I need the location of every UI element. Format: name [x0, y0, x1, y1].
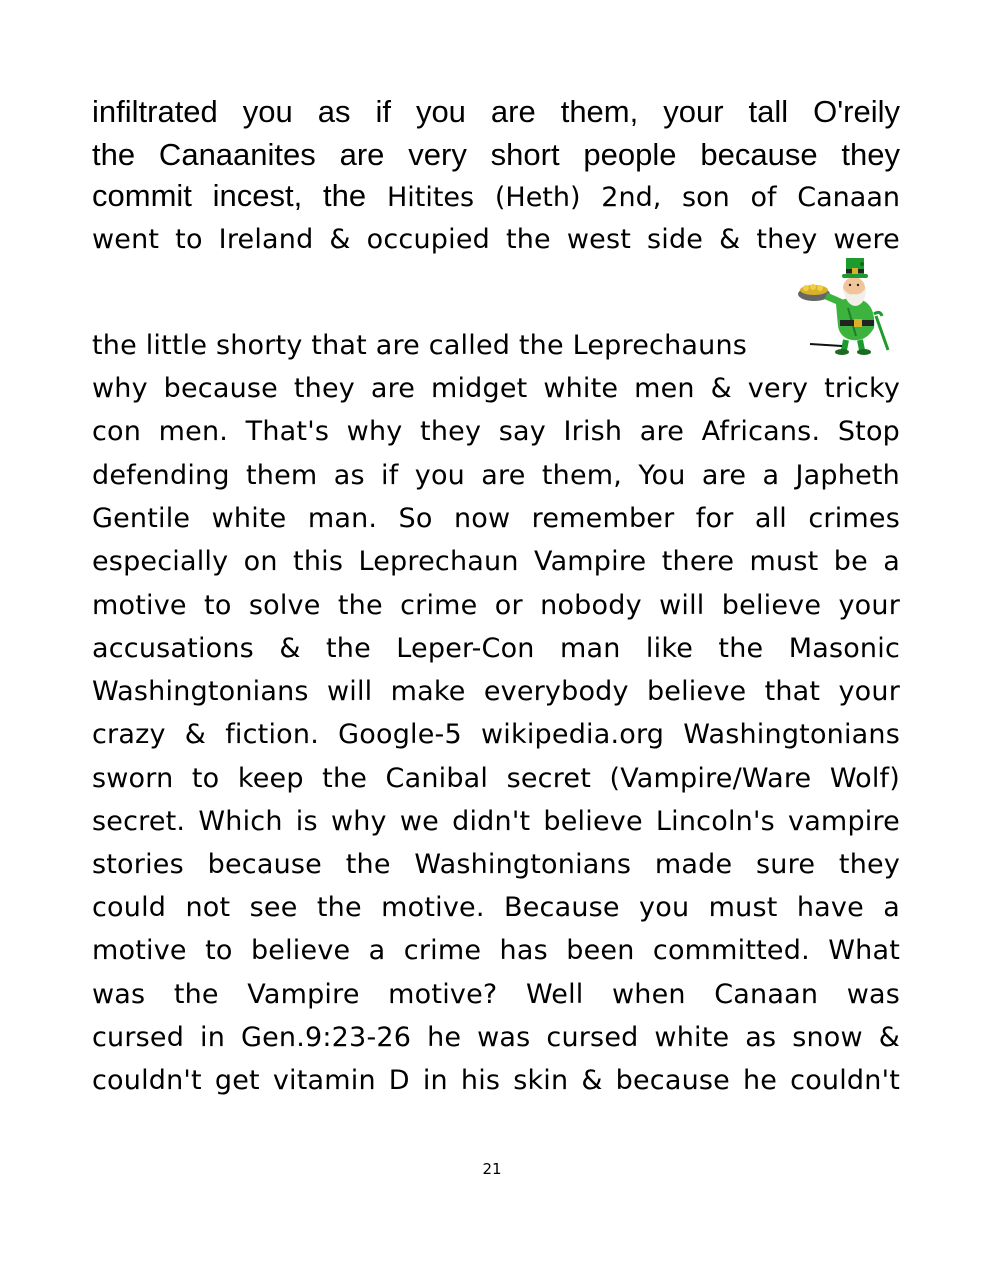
- text-line: Gentile white man. So now remember for all crimes: [92, 503, 900, 534]
- text-line: infiltrated you as if you are them, your tall O'reily: [92, 94, 900, 129]
- text-line: motive to solve the crime or nobody will believe your: [92, 590, 900, 621]
- text-segment-calibri: Hitites (Heth) 2nd, son of Canaan: [386, 182, 900, 213]
- text-line: secret. Which is why we didn't believe Lincoln's vampire: [92, 806, 900, 837]
- text-line-mixed: [92, 176, 900, 216]
- text-line: sworn to keep the Canibal secret (Vampire/Ware Wolf): [92, 763, 900, 794]
- text-line: cursed in Gen.9:23-26 he was cursed white as snow &: [92, 1022, 900, 1053]
- text-line: defending them as if you are them, You are a Japheth: [92, 460, 900, 491]
- text-line: couldn't get vitamin D in his skin & because he couldn't: [92, 1065, 900, 1096]
- text-line: the Canaanites are very short people because they: [92, 137, 900, 172]
- text-segment-arial: commit incest, the: [92, 178, 367, 213]
- text-line: why because they are midget white men & very tricky: [92, 373, 900, 404]
- text-line: con men. That's why they say Irish are Africans. Stop: [92, 416, 900, 447]
- page-number: 21: [482, 1160, 502, 1178]
- text-line: motive to believe a crime has been committed. What: [92, 935, 900, 966]
- text-line: especially on this Leprechaun Vampire there must be a: [92, 546, 900, 577]
- text-line: the little shorty that are called the Leprechauns: [92, 330, 748, 361]
- text-line: went to Ireland & occupied the west side & they were: [92, 224, 900, 255]
- text-line: accusations & the Leper-Con man like the Masonic: [92, 633, 900, 664]
- text-line: was the Vampire motive? Well when Canaan was: [92, 979, 900, 1010]
- text-line: Washingtonians will make everybody believe that your: [92, 676, 900, 707]
- text-line: stories because the Washingtonians made sure they: [92, 849, 900, 880]
- text-line: crazy & fiction. Google-5 wikipedia.org Washingtonians: [92, 719, 900, 750]
- text-line: could not see the motive. Because you must have a: [92, 892, 900, 923]
